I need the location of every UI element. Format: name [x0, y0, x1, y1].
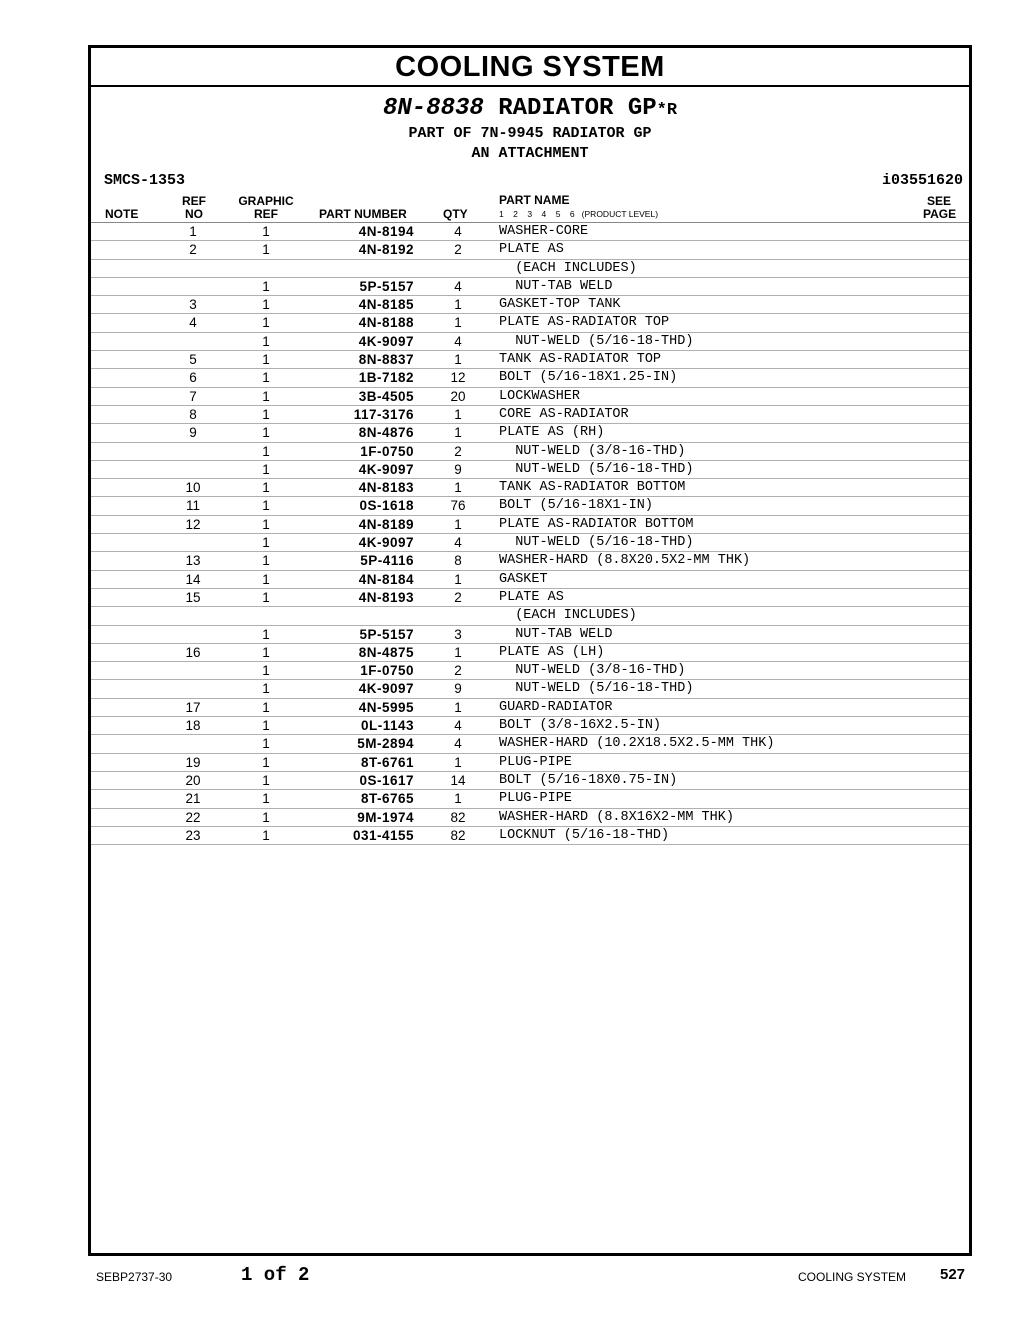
col-ref-bottom: NO [185, 207, 203, 221]
ref-no: 4 [189, 315, 197, 331]
part-name: GASKET [499, 571, 548, 587]
quantity: 1 [454, 352, 462, 368]
part-number: 8N-4875 [358, 644, 414, 660]
graphic-ref: 1 [262, 736, 270, 752]
parts-table [91, 223, 969, 845]
part-number: 4N-8193 [358, 589, 414, 605]
graphic-ref: 1 [262, 443, 270, 459]
col-ref-top: REF [182, 194, 206, 208]
section-title: COOLING SYSTEM [91, 48, 969, 87]
quantity: 1 [454, 480, 462, 496]
part-name: PLATE AS-RADIATOR TOP [499, 315, 670, 331]
table-row [91, 388, 969, 406]
part-name: PLUG-PIPE [499, 754, 572, 770]
graphic-ref: 1 [262, 315, 270, 331]
part-number: 4N-8183 [358, 480, 414, 496]
graphic-ref: 1 [262, 681, 270, 697]
ref-no: 10 [185, 480, 201, 496]
part-name: NUT-TAB WELD [499, 278, 613, 294]
table-row [91, 607, 969, 625]
quantity: 2 [454, 663, 462, 679]
table-row [91, 644, 969, 662]
part-name: PLATE AS [499, 242, 564, 258]
table-row [91, 497, 969, 515]
table-row [91, 260, 969, 278]
ref-no: 2 [189, 242, 197, 258]
part-number: 1B-7182 [358, 370, 414, 386]
table-row [91, 809, 969, 827]
quantity: 1 [454, 406, 462, 422]
part-number: 117-3176 [353, 406, 414, 422]
ref-no: 1 [189, 224, 197, 239]
table-row [91, 735, 969, 753]
table-row [91, 296, 969, 314]
quantity: 9 [454, 681, 462, 697]
part-number: 1F-0750 [360, 663, 414, 679]
part-name: (EACH INCLUDES) [499, 260, 637, 276]
table-row [91, 369, 969, 387]
table-row [91, 680, 969, 698]
part-name: BOLT (5/16-18X0.75-IN) [499, 772, 678, 788]
col-part-number: PART NUMBER [319, 207, 407, 221]
quantity: 14 [450, 772, 466, 788]
table-row [91, 278, 969, 296]
ref-no: 6 [189, 370, 197, 386]
quantity: 4 [454, 333, 462, 349]
table-row [91, 479, 969, 497]
table-row [91, 552, 969, 570]
table-row [91, 827, 969, 845]
part-number: 3B-4505 [358, 388, 414, 404]
ref-no: 19 [185, 754, 201, 770]
part-name: TANK AS-RADIATOR TOP [499, 352, 662, 368]
group-title [91, 96, 969, 124]
table-row [91, 589, 969, 607]
part-number: 4N-8189 [358, 516, 414, 532]
table-row [91, 443, 969, 461]
col-graphic-top: GRAPHIC [238, 194, 294, 208]
graphic-ref: 1 [262, 699, 270, 715]
ref-no: 15 [185, 589, 201, 605]
smcs-row [91, 170, 969, 192]
footer-doc-number: SEBP2737-30 [96, 1270, 173, 1284]
table-row [91, 534, 969, 552]
quantity: 2 [454, 242, 462, 258]
table-row [91, 333, 969, 351]
part-name: PLUG-PIPE [499, 791, 572, 807]
col-note: NOTE [105, 207, 139, 221]
graphic-ref: 1 [262, 553, 270, 569]
ref-no: 7 [189, 388, 197, 404]
col-see-top: SEE [926, 194, 951, 208]
ref-no: 8 [189, 406, 197, 422]
col-qty: QTY [443, 207, 468, 221]
graphic-ref: 1 [262, 772, 270, 788]
part-number: 4N-8188 [358, 315, 414, 331]
page-frame [88, 45, 972, 1256]
footer-page-of: 1 of 2 [241, 1264, 310, 1286]
quantity: 82 [450, 827, 466, 843]
quantity: 1 [454, 644, 462, 660]
graphic-ref: 1 [262, 297, 270, 313]
graphic-ref: 1 [262, 516, 270, 532]
ref-no: 17 [185, 699, 201, 715]
graphic-ref: 1 [262, 461, 270, 477]
ref-no: 13 [185, 553, 201, 569]
part-name: NUT-WELD (5/16-18-THD) [499, 535, 694, 551]
part-number: 031-4155 [352, 827, 414, 843]
part-name: NUT-WELD (3/8-16-THD) [499, 663, 686, 679]
ref-no: 12 [185, 516, 201, 532]
part-name: PLATE AS-RADIATOR BOTTOM [499, 516, 694, 532]
graphic-ref: 1 [262, 571, 270, 587]
group-number: 8N-8838 [382, 95, 484, 122]
part-number: 4N-8192 [358, 242, 414, 258]
quantity: 1 [454, 297, 462, 313]
quantity: 76 [450, 498, 466, 514]
part-number: 4K-9097 [358, 461, 414, 477]
ref-no: 5 [189, 352, 197, 368]
ref-no: 9 [189, 425, 197, 441]
graphic-ref: 1 [262, 425, 270, 441]
part-number: 4K-9097 [358, 681, 414, 697]
graphic-ref: 1 [262, 827, 270, 843]
quantity: 1 [454, 791, 462, 807]
graphic-ref: 1 [262, 754, 270, 770]
part-number: 4N-5995 [358, 699, 414, 715]
quantity: 1 [454, 571, 462, 587]
part-name: PLATE AS (LH) [499, 644, 605, 660]
quantity: 82 [450, 809, 466, 825]
graphic-ref: 1 [262, 644, 270, 660]
part-name: GUARD-RADIATOR [499, 699, 613, 715]
graphic-ref: 1 [262, 242, 270, 258]
quantity: 4 [454, 224, 462, 239]
graphic-ref: 1 [262, 388, 270, 404]
footer-section: COOLING SYSTEM [798, 1270, 907, 1284]
part-name: BOLT (5/16-18X1.25-IN) [499, 370, 678, 386]
quantity: 20 [450, 388, 466, 404]
col-product-level: 1 2 3 4 5 6 (PRODUCT LEVEL) [499, 209, 659, 219]
table-row [91, 717, 969, 735]
table-row [91, 424, 969, 442]
part-name: BOLT (3/8-16X2.5-IN) [499, 718, 662, 734]
col-part-name: PART NAME [499, 193, 570, 207]
part-name: LOCKNUT (5/16-18-THD) [499, 827, 670, 843]
part-number: 4N-8194 [358, 224, 414, 239]
quantity: 8 [454, 553, 462, 569]
ref-no: 3 [189, 297, 197, 313]
table-row [91, 516, 969, 534]
table-row [91, 314, 969, 332]
part-number: 4K-9097 [358, 535, 414, 551]
graphic-ref: 1 [262, 791, 270, 807]
group-parent: PART OF 7N-9945 RADIATOR GP [408, 125, 652, 142]
graphic-ref: 1 [262, 333, 270, 349]
part-name: WASHER-HARD (8.8X20.5X2-MM THK) [499, 553, 751, 569]
graphic-ref: 1 [262, 352, 270, 368]
part-name: NUT-WELD (5/16-18-THD) [499, 681, 694, 697]
part-number: 8T-6765 [360, 791, 414, 807]
quantity: 1 [454, 315, 462, 331]
document-id: i03551620 [881, 172, 963, 189]
ref-no: 16 [185, 644, 201, 660]
part-name: LOCKWASHER [499, 388, 581, 404]
part-number: 4N-8184 [358, 571, 414, 587]
part-number: 4K-9097 [358, 333, 414, 349]
ref-no: 14 [185, 571, 201, 587]
quantity: 4 [454, 535, 462, 551]
table-row [91, 626, 969, 644]
group-suffix: *R [656, 101, 678, 120]
graphic-ref: 1 [262, 718, 270, 734]
ref-no: 18 [185, 718, 201, 734]
part-number: 0L-1143 [360, 718, 414, 734]
table-row [91, 790, 969, 808]
quantity: 3 [454, 626, 462, 642]
part-number: 1F-0750 [360, 443, 414, 459]
part-number: 8N-8837 [358, 352, 414, 368]
ref-no: 21 [185, 791, 201, 807]
graphic-ref: 1 [262, 498, 270, 514]
table-row [91, 754, 969, 772]
footer-page-number: 527 [940, 1266, 966, 1283]
part-name: CORE AS-RADIATOR [499, 406, 629, 422]
column-header [91, 192, 969, 223]
part-number: 5P-5157 [359, 278, 414, 294]
group-heading [91, 96, 969, 164]
quantity: 1 [454, 699, 462, 715]
group-name: RADIATOR GP [483, 95, 657, 122]
graphic-ref: 1 [262, 809, 270, 825]
graphic-ref: 1 [262, 480, 270, 496]
ref-no: 11 [185, 498, 200, 514]
graphic-ref: 1 [262, 626, 270, 642]
part-name: WASHER-CORE [499, 224, 589, 239]
part-name: (EACH INCLUDES) [499, 608, 637, 624]
graphic-ref: 1 [262, 589, 270, 605]
part-number: 9M-1974 [357, 809, 414, 825]
graphic-ref: 1 [262, 278, 270, 294]
table-row [91, 772, 969, 790]
part-number: 4N-8185 [358, 297, 414, 313]
part-name: NUT-WELD (3/8-16-THD) [499, 443, 686, 459]
group-type: AN ATTACHMENT [471, 145, 589, 162]
part-number: 0S-1617 [359, 772, 414, 788]
part-name: NUT-WELD (5/16-18-THD) [499, 333, 694, 349]
graphic-ref: 1 [262, 370, 270, 386]
table-row [91, 223, 969, 241]
part-name: NUT-WELD (5/16-18-THD) [499, 461, 694, 477]
quantity: 1 [454, 425, 462, 441]
quantity: 12 [450, 370, 466, 386]
quantity: 4 [454, 278, 462, 294]
part-name: TANK AS-RADIATOR BOTTOM [499, 480, 686, 496]
part-name: BOLT (5/16-18X1-IN) [499, 498, 653, 514]
part-number: 5P-5157 [359, 626, 414, 642]
quantity: 4 [454, 718, 462, 734]
quantity: 2 [454, 443, 462, 459]
table-row [91, 241, 969, 259]
page-footer [0, 1262, 1020, 1292]
table-row [91, 351, 969, 369]
part-name: NUT-TAB WELD [499, 626, 613, 642]
smcs-code: SMCS-1353 [104, 172, 186, 189]
ref-no: 22 [185, 809, 201, 825]
graphic-ref: 1 [262, 224, 270, 239]
part-name: GASKET-TOP TANK [499, 297, 621, 313]
quantity: 1 [454, 754, 462, 770]
part-number: 0S-1618 [359, 498, 414, 514]
table-row [91, 571, 969, 589]
table-row [91, 461, 969, 479]
table-row [91, 699, 969, 717]
part-name: WASHER-HARD (8.8X16X2-MM THK) [499, 809, 734, 825]
part-name: WASHER-HARD (10.2X18.5X2.5-MM THK) [499, 736, 775, 752]
part-number: 8N-4876 [358, 425, 414, 441]
part-number: 5P-4116 [360, 553, 414, 569]
table-row [91, 662, 969, 680]
col-see-bottom: PAGE [923, 207, 957, 221]
quantity: 9 [454, 461, 462, 477]
quantity: 4 [454, 736, 462, 752]
part-number: 8T-6761 [360, 754, 414, 770]
ref-no: 23 [185, 827, 201, 843]
quantity: 1 [454, 516, 462, 532]
ref-no: 20 [185, 772, 201, 788]
col-graphic-bottom: REF [254, 207, 278, 221]
graphic-ref: 1 [262, 535, 270, 551]
table-row [91, 406, 969, 424]
graphic-ref: 1 [262, 406, 270, 422]
part-name: PLATE AS (RH) [499, 425, 605, 441]
graphic-ref: 1 [262, 663, 270, 679]
quantity: 2 [454, 589, 462, 605]
part-number: 5M-2894 [357, 736, 414, 752]
part-name: PLATE AS [499, 589, 564, 605]
